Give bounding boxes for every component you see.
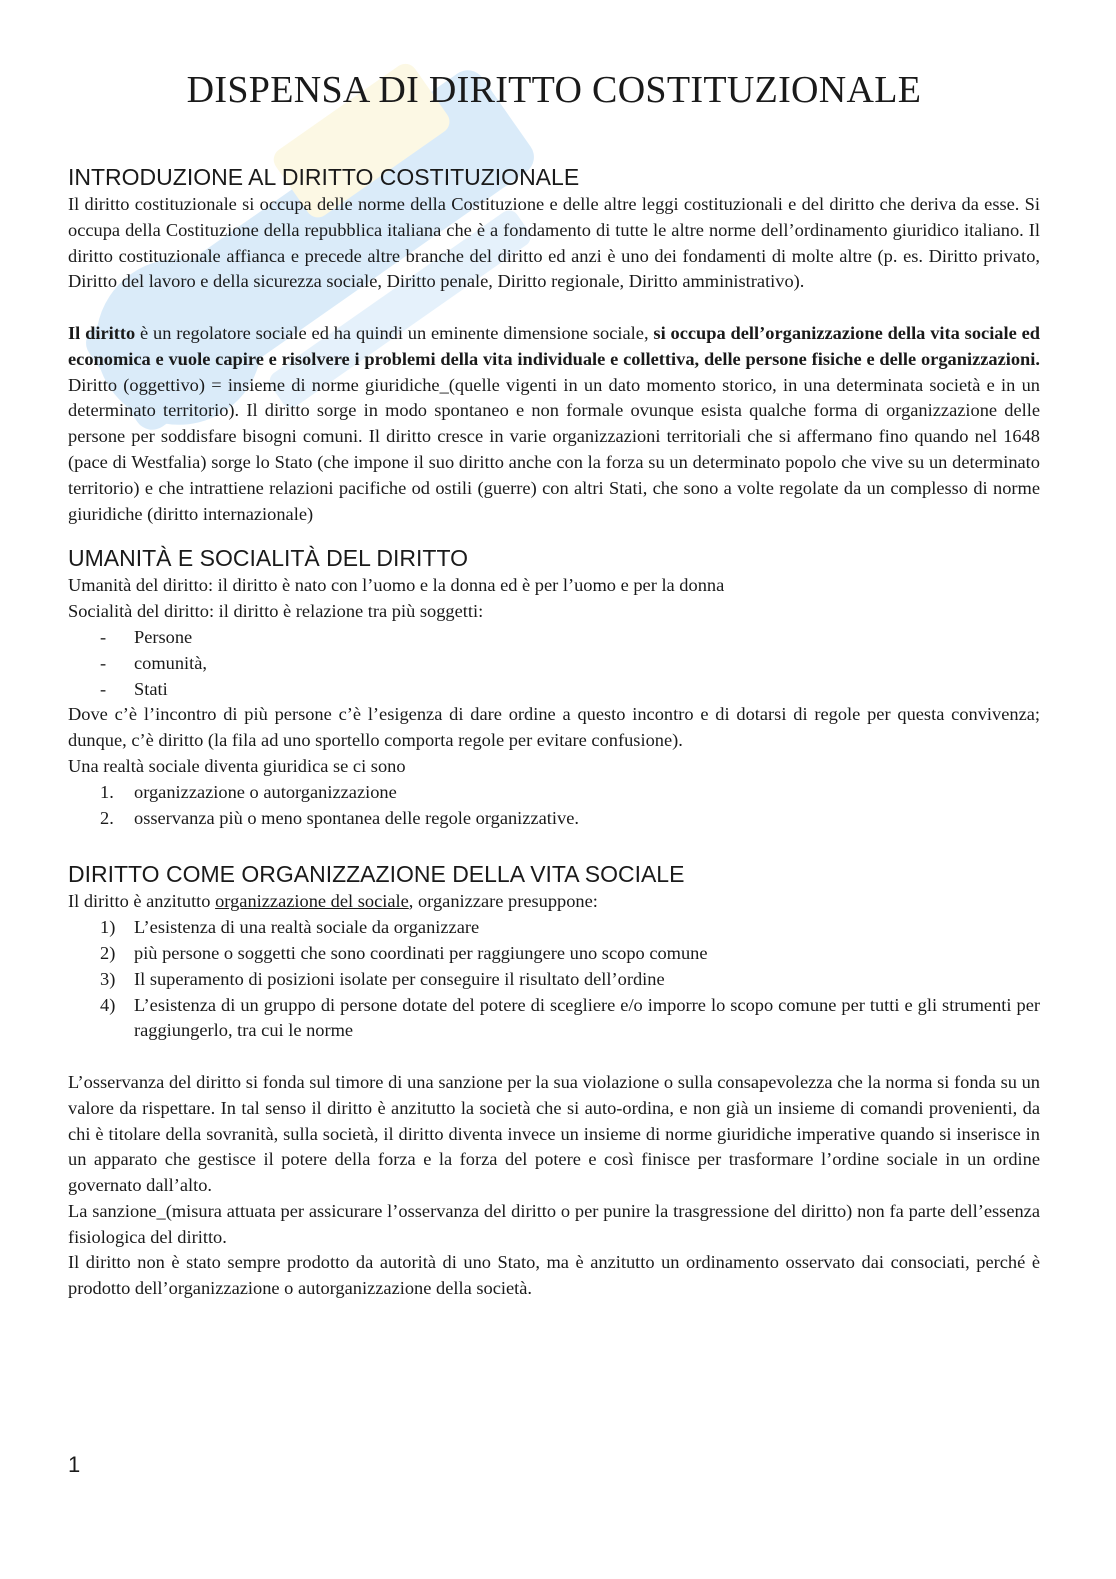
underlined-text: organizzazione del sociale	[215, 891, 409, 912]
document-title: DISPENSA DI DIRITTO COSTITUZIONALE	[186, 69, 922, 111]
list-item	[68, 677, 1040, 703]
section-introduction	[68, 162, 1040, 527]
order-paragraph: Dove c’è l’incontro di più persone c’è l’esigenza di dare ordine a questo incontro e di dotarsi di regole per questa convivenza; dunque, c’è diritto (la fila ad uno sportello comporta regole per evitare confusione).	[68, 704, 1040, 751]
section-heading-introduction: INTRODUZIONE AL DIRITTO COSTITUZIONALE	[68, 164, 580, 190]
section-heading-organization: DIRITTO COME ORGANIZZAZIONE DELLA VITA SOCIALE	[68, 861, 685, 888]
subjects-list	[68, 625, 1040, 702]
reality-line: Una realtà sociale diventa giuridica se ci sono	[68, 755, 406, 776]
list-item-text: osservanza più o meno spontanea delle regole organizzative.	[134, 807, 579, 828]
section-humanity	[68, 543, 1040, 831]
list-item	[68, 993, 1040, 1045]
list-item	[68, 651, 1040, 677]
list-item-text: comunità,	[134, 652, 208, 673]
state-paragraph: Il diritto non è stato sempre prodotto da autorità di uno Stato, ma è anzitutto un ordinamento osservato dai consociati, perché è prodotto dell’organizzazione o autorganizzazione della società.	[68, 1252, 1040, 1299]
body-text: è un regolatore sociale ed ha quindi un eminente dimensione sociale,	[135, 322, 654, 343]
bold-text: Il diritto	[68, 322, 136, 343]
list-item-text: Il superamento di posizioni isolate per conseguire il risultato dell’ordine	[134, 968, 665, 989]
list-number: 2)	[100, 942, 116, 963]
list-item-text: più persone o soggetti che sono coordinati per raggiungere uno scopo comune	[134, 942, 708, 963]
humanity-line: Umanità del diritto: il diritto è nato con l’uomo e la donna ed è per l’uomo e per la donna	[68, 575, 725, 596]
dash-marker: -	[100, 652, 107, 673]
list-item-text: Persone	[134, 626, 193, 647]
section-organization	[68, 859, 1040, 1302]
list-item-text: Stati	[134, 678, 168, 699]
body-text: , organizzare presuppone:	[408, 891, 598, 912]
organization-intro	[68, 889, 1040, 915]
list-item	[68, 967, 1040, 993]
intro-paragraph-2	[68, 321, 1040, 527]
bold-text: si occupa dell’organizzazione della vita sociale ed economica e vuole capire e risolvere i problemi della vita individuale e collettiva, delle persone fisiche e delle organizzazioni.	[68, 322, 1041, 369]
observance-paragraph: L’osservanza del diritto si fonda sul timore di una sanzione per la sua violazione o sulla consapevolezza che la norma si fonda su un valore da rispettare. In tal senso il diritto è anzitutto la società che si auto-ordina, e non già un insieme di comandi provenienti, da chi è titolare della sovranità, sulla società, il diritto diventa invece un insieme di norme giuridiche imperative quando si inserisce in un apparato che gestisce il potere della forza e la forza del potere e così finisce per trasformare l’ordine sociale in un ordine governato dall’alto.	[68, 1071, 1040, 1196]
dash-marker: -	[100, 678, 107, 699]
list-number: 2.	[100, 807, 114, 828]
list-item	[68, 806, 1040, 832]
list-item	[68, 941, 1040, 967]
conditions-list	[68, 780, 1040, 832]
section-heading-humanity: UMANITÀ E SOCIALITÀ DEL DIRITTO	[68, 545, 469, 572]
list-item-text: L’esistenza di un gruppo di persone dotate del potere di scegliere e/o imporre lo scopo comune per tutti e gli strumenti per raggiungerlo, tra cui le norme	[134, 994, 1040, 1041]
list-item-text: organizzazione o autorganizzazione	[134, 781, 397, 802]
list-item	[68, 625, 1040, 651]
list-number: 1)	[100, 917, 116, 938]
dash-marker: -	[100, 626, 107, 647]
list-item	[68, 780, 1040, 806]
list-number: 4)	[100, 994, 116, 1015]
body-text: Il diritto è anzitutto	[68, 891, 216, 912]
sanction-paragraph: La sanzione_(misura attuata per assicurare l’osservanza del diritto o per punire la trasgressione del diritto) non fa parte dell’essenza fisiologica del diritto.	[68, 1200, 1040, 1247]
intro-paragraph-1: Il diritto costituzionale si occupa delle norme della Costituzione e delle altre leggi costituzionali e del diritto che deriva da esse. Si occupa della Costituzione della repubblica italiana che è a fondamento di tutte le altre norme dell’ordinamento giuridico italiano. Il diritto costituzionale affianca e precede altre branche del diritto ed anzi è uno dei fondamenti di molte altre (p. es. Diritto privato, Diritto del lavoro e della sicurezza sociale, Diritto penale, Diritto regionale, Diritto amministrativo).	[68, 194, 1040, 292]
list-item-text: L’esistenza di una realtà sociale da organizzare	[134, 917, 480, 938]
list-number: 3)	[100, 968, 116, 989]
body-text: Diritto (oggettivo) = insieme di norme giuridiche_(quelle vigenti in un dato momento storico, in una determinata società e in un determinato territorio). Il diritto sorge in modo spontaneo e non formale ovunque esista qualche forma di organizzazione delle persone per soddisfare bisogni comuni. Il diritto cresce in varie organizzazioni territoriali che si affermano fino quando nel 1648 (pace di Westfalia) sorge lo Stato (che impone il suo diritto anche con la forza su un determinato popolo che vive su un determinato territorio) e che intrattiene relazioni pacifiche od ostili (guerre) con altri Stati, che sono a volte regolate da un complesso di norme giuridiche (diritto internazionale)	[68, 374, 1040, 524]
list-item	[68, 915, 1040, 941]
page-number: 1	[68, 1452, 81, 1477]
sociality-line: Socialità del diritto: il diritto è relazione tra più soggetti:	[68, 601, 484, 622]
document-page	[68, 68, 1040, 1316]
prerequisites-list	[68, 915, 1040, 1044]
list-number: 1.	[100, 781, 114, 802]
